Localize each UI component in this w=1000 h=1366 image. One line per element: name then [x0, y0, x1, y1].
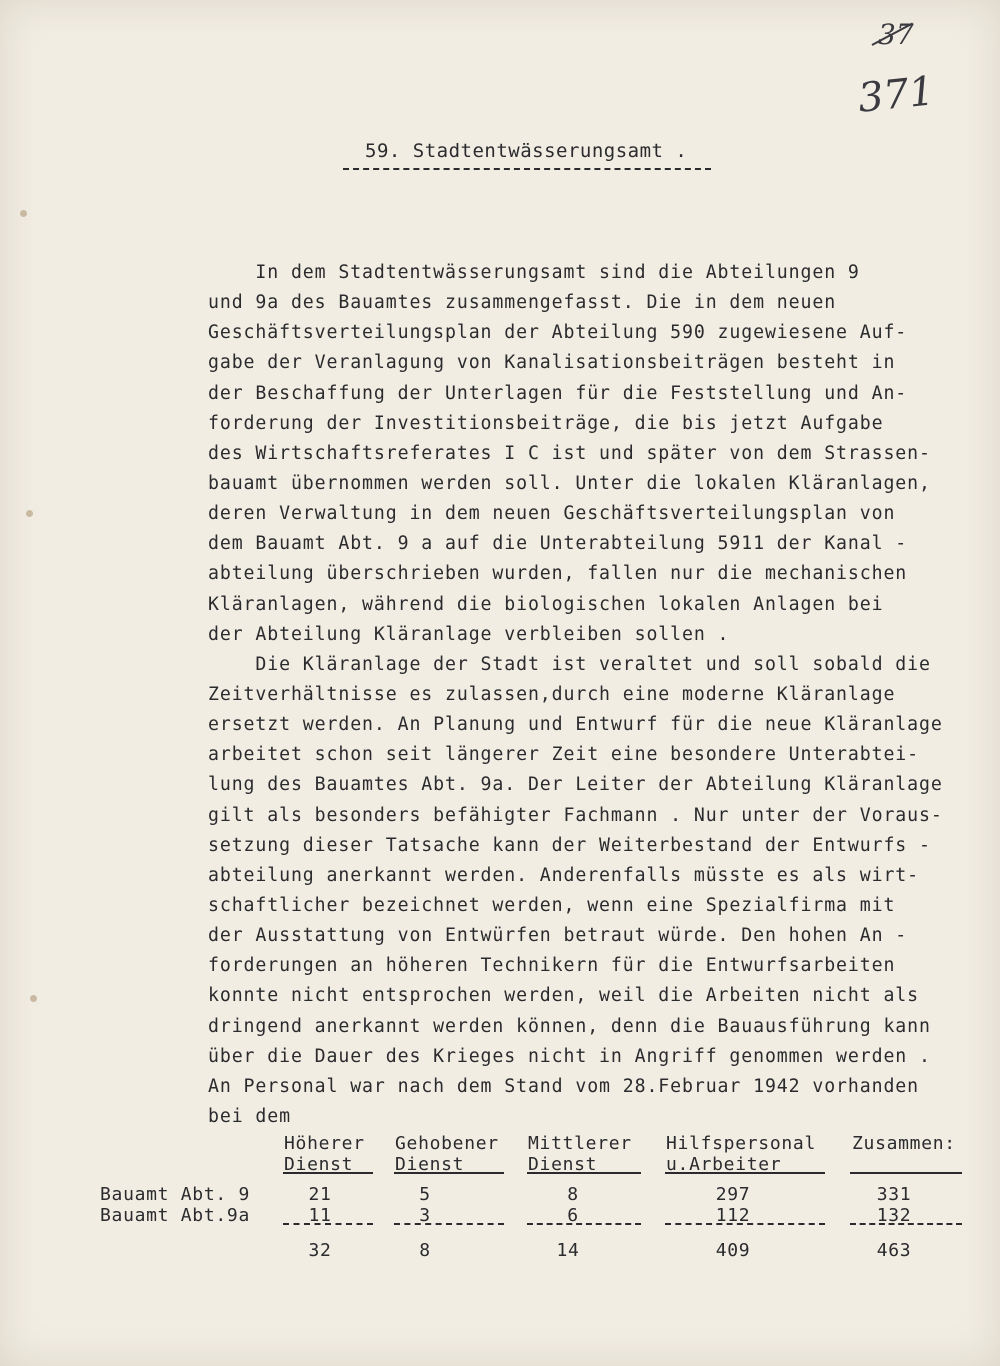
text-line: abteilung anerkannt werden. Anderenfalls müsste es als wirt- [208, 864, 919, 886]
table-cell: 5 [419, 1184, 431, 1205]
text-line: An Personal war nach dem Stand vom 28.Februar 1942 vorhanden [208, 1075, 919, 1097]
text-line: schaftlicher bezeichnet werden, wenn eine Spezialfirma mit [208, 894, 896, 916]
text-line: forderung der Investitionsbeiträge, die bis jetzt Aufgabe [208, 412, 884, 434]
header-underline [850, 1172, 962, 1174]
header-zusammen: Zusammen: [852, 1133, 956, 1154]
body-paragraphs [208, 258, 968, 1132]
header-underline [283, 1172, 373, 1174]
handwritten-page-number: 371 [855, 68, 937, 122]
total-cell: 409 [715, 1240, 751, 1261]
table-cell: 331 [876, 1184, 912, 1205]
text-line: des Wirtschaftsreferates I C ist und später von dem Strassen- [208, 442, 931, 464]
section-title: 59. Stadtentwässerungsamt . [365, 140, 688, 162]
table-cell: 8 [567, 1184, 579, 1205]
total-cell: 32 [308, 1240, 332, 1261]
header-mittlerer-line2: Dienst [528, 1154, 598, 1175]
table-cell: 3 [419, 1205, 431, 1226]
total-cell: 8 [419, 1240, 431, 1261]
table-cell: 6 [567, 1205, 579, 1226]
sum-line [394, 1223, 504, 1225]
text-line: In dem Stadtentwässerungsamt sind die Abteilungen 9 [208, 262, 860, 283]
header-hilfspersonal-line1: Hilfspersonal [666, 1133, 816, 1154]
text-line: deren Verwaltung in dem neuen Geschäftsverteilungsplan von [208, 503, 896, 525]
text-line: Geschäftsverteilungsplan der Abteilung 590 zugewiesene Auf- [208, 322, 908, 344]
text-line: ersetzt werden. An Planung und Entwurf für die neue Kläranlage [208, 714, 943, 736]
header-underline [394, 1172, 504, 1174]
header-hoeherer-line1: Höherer [284, 1133, 365, 1154]
punch-hole-mark [20, 210, 27, 217]
text-line: Zeitverhältnisse es zulassen,durch eine moderne Kläranlage [208, 683, 896, 705]
row-label-abt-9: Bauamt Abt. 9 [100, 1184, 250, 1205]
text-line: arbeitet schon seit längerer Zeit eine besondere Unterabtei- [208, 744, 919, 766]
text-line: dem Bauamt Abt. 9 a auf die Unterabteilung 5911 der Kanal - [208, 533, 908, 555]
text-line: abteilung überschrieben wurden, fallen nur die mechanischen [208, 563, 908, 585]
text-line: konnte nicht entsprochen werden, weil die Arbeiten nicht als [208, 985, 919, 1007]
text-line: der Ausstattung von Entwürfen betraut würde. Den hohen An - [208, 925, 908, 947]
text-line: Die Kläranlage der Stadt ist veraltet und soll sobald die [208, 653, 931, 675]
sum-line [665, 1223, 825, 1225]
text-line: dringend anerkannt werden können, denn die Bauausführung kann [208, 1015, 931, 1037]
text-line: über die Dauer des Krieges nicht in Angriff genommen werden . [208, 1045, 931, 1067]
punch-hole-mark [30, 995, 37, 1002]
punch-hole-mark [26, 510, 33, 517]
text-line: bauamt übernommen werden soll. Unter die lokalen Kläranlagen, [208, 472, 931, 494]
header-underline [527, 1172, 641, 1174]
text-line: und 9a des Bauamtes zusammengefasst. Die in dem neuen [208, 292, 837, 314]
text-line: Kläranlagen, während die biologischen lokalen Anlagen bei [208, 593, 884, 615]
table-cell: 132 [876, 1205, 912, 1226]
header-hilfspersonal-line2: u.Arbeiter [666, 1154, 782, 1175]
sum-line [527, 1223, 641, 1225]
text-line: setzung dieser Tatsache kann der Weiterbestand der Entwurfs - [208, 834, 931, 856]
text-line: der Beschaffung der Unterlagen für die Feststellung und An- [208, 382, 908, 404]
table-cell: 112 [715, 1205, 751, 1226]
text-line: gilt als besonders befähigter Fachmann . Nur unter der Voraus- [208, 804, 943, 826]
table-cell: 297 [715, 1184, 751, 1205]
text-line: forderungen an höheren Technikern für die Entwurfsarbeiten [208, 955, 896, 977]
header-underline [665, 1172, 825, 1174]
title-underline [343, 168, 711, 170]
text-line: bei dem [208, 1105, 291, 1127]
sum-line [850, 1223, 962, 1225]
sum-line [283, 1223, 373, 1225]
handwritten-old-page-number: 37 [878, 18, 914, 51]
total-cell: 463 [876, 1240, 912, 1261]
row-label-abt-9a: Bauamt Abt.9a [100, 1205, 250, 1226]
text-line: der Abteilung Kläranlage verbleiben sollen . [208, 623, 730, 645]
header-mittlerer-line1: Mittlerer [528, 1133, 632, 1154]
text-line: gabe der Veranlagung von Kanalisationsbeiträgen besteht in [208, 352, 896, 374]
table-cell: 21 [308, 1184, 332, 1205]
header-hoeherer-line2: Dienst [284, 1154, 354, 1175]
header-gehobener-line1: Gehobener [395, 1133, 499, 1154]
header-gehobener-line2: Dienst [395, 1154, 465, 1175]
text-line: lung des Bauamtes Abt. 9a. Der Leiter der Abteilung Kläranlage [208, 774, 943, 796]
table-cell: 11 [308, 1205, 332, 1226]
total-cell: 14 [556, 1240, 580, 1261]
